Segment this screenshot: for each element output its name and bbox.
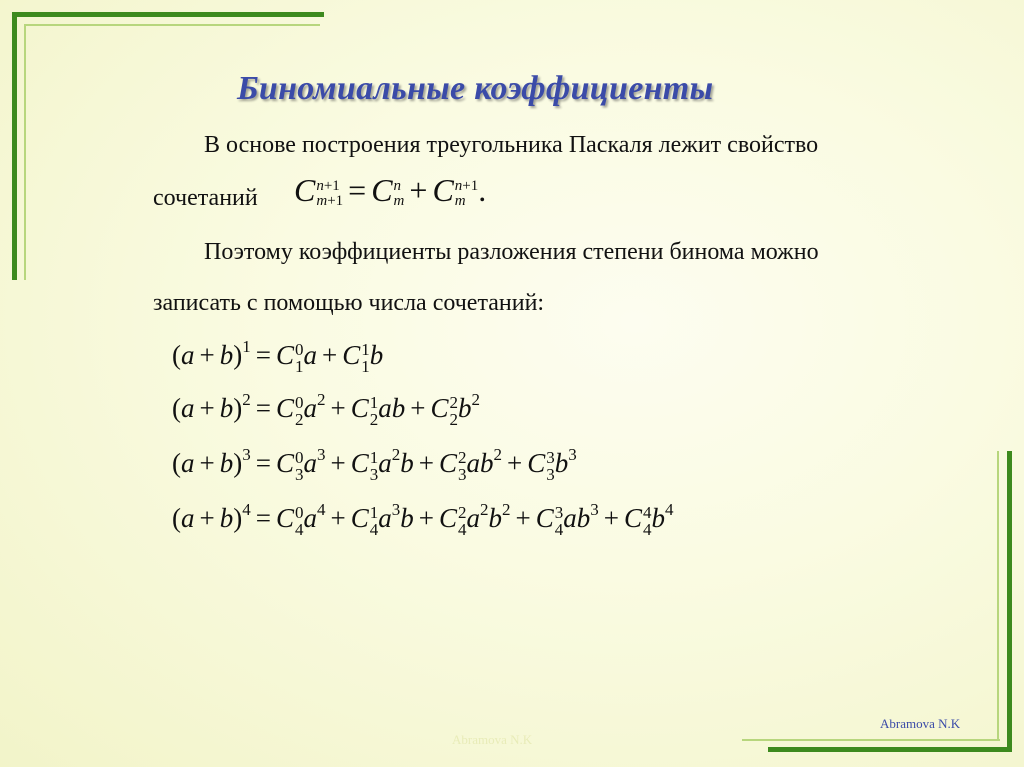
bottom-right-frame-outer-vertical	[1007, 451, 1012, 752]
binomial-expansion-power-1: $(a + b)^1 = C$ 0 1 a + C 1 1 b	[172, 337, 384, 376]
top-left-frame-outer-vertical	[12, 12, 17, 280]
pascal-property-formula: C n+1 m+1 = C n m + C n+1 m .	[294, 172, 487, 209]
bottom-right-frame-inner-horizontal	[742, 739, 1000, 741]
bottom-right-frame-inner-vertical	[997, 451, 999, 741]
slide-title: Биномиальные коэффициенты	[237, 70, 714, 107]
paragraph-2-line-1: Поэтому коэффициенты разложения степени бинома можно	[204, 239, 819, 265]
binomial-expansion-power-4: $(a + b)^4 = C$ 0 4 $a^4 + C$ 1 4 $a^3b + C$ 2 4 $a^2b^2 + C$ 3 4 $ab^3 + C$ 4 4 $b^4$	[172, 500, 674, 539]
paragraph-2-line-2: записать с помощью числа сочетаний:	[153, 290, 545, 316]
top-left-frame-inner-horizontal	[24, 24, 320, 26]
binomial-expansion-power-3: $(a + b)^3 = C$ 0 3 $a^3 + C$ 1 3 $a^2b + C$ 2 3 $ab^2 + C$ 3 3 $b^3$	[172, 445, 577, 484]
watermark-author: Abramova N.K	[452, 732, 533, 747]
paragraph-1-line-1: В основе построения треугольника Паскаля лежит свойство	[204, 132, 819, 158]
top-left-frame-inner-vertical	[24, 24, 26, 280]
top-left-frame-outer-horizontal	[12, 12, 324, 17]
binomial-expansion-power-2: $(a + b)^2 = C$ 0 2 $a^2 + C$ 1 2 ab + C 2 2 $b^2$	[172, 390, 480, 429]
paragraph-1-line-2: сочетаний	[153, 185, 258, 211]
footer-author: Abramova N.K	[880, 716, 961, 731]
bottom-right-frame-outer-horizontal	[768, 747, 1012, 752]
